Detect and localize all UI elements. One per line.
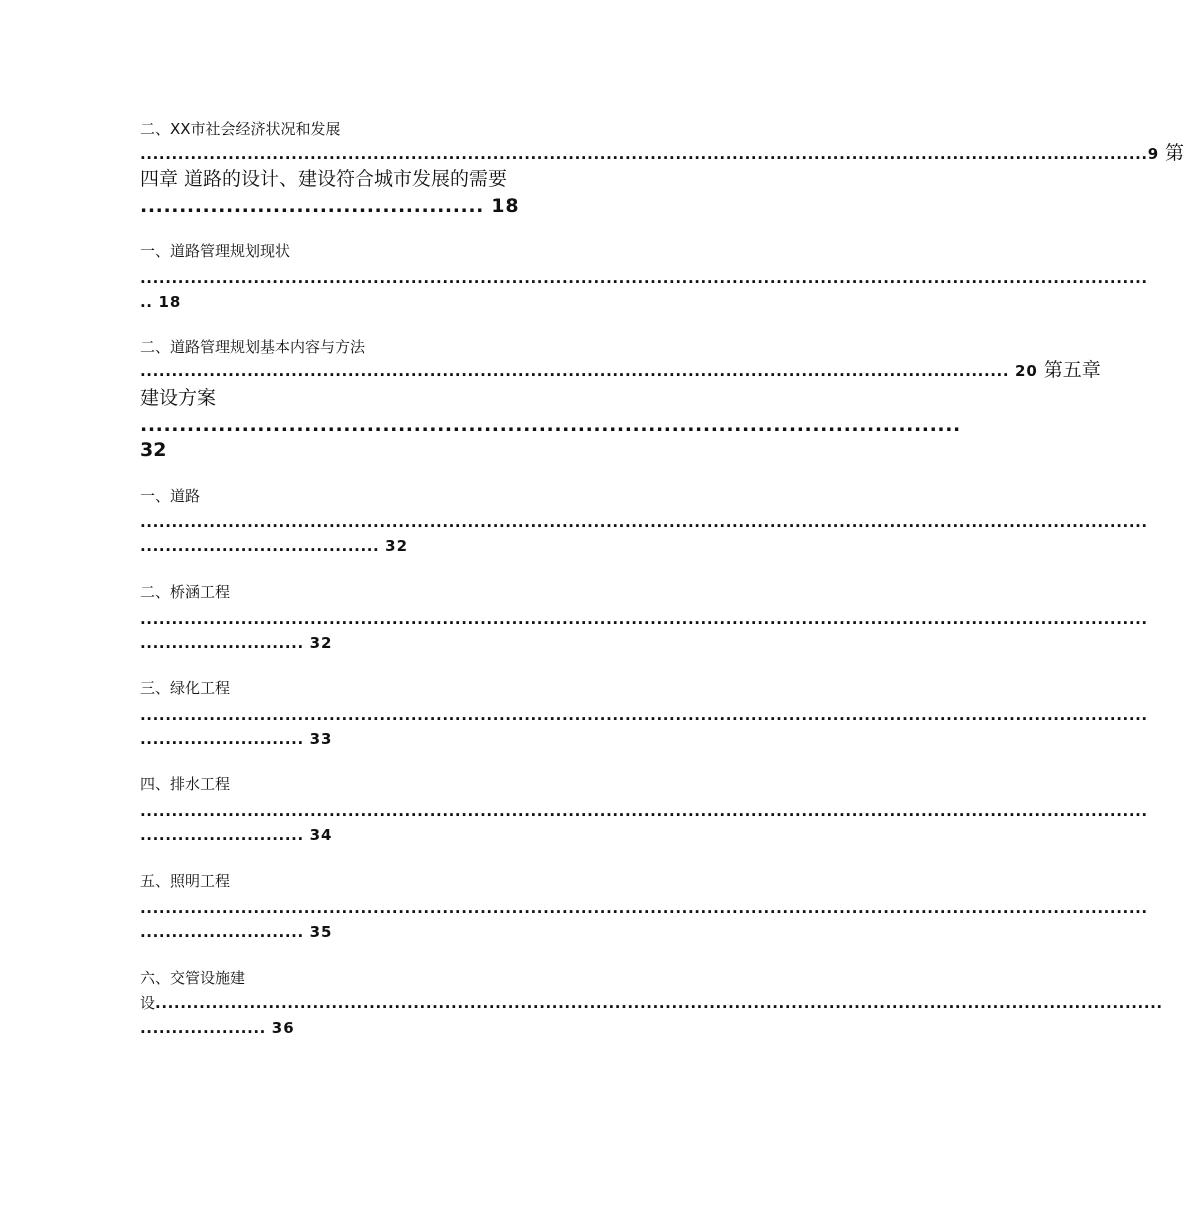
toc-page-number: 32	[140, 439, 167, 461]
toc-leader-line	[140, 633, 332, 653]
chapter-prefix: 第	[1164, 142, 1184, 164]
dot-leader: ................................................................................................................................................................	[140, 899, 1148, 917]
dot-leader: ....................	[140, 1019, 266, 1037]
toc-page-number: 18	[491, 195, 520, 217]
toc-leader-line	[140, 898, 1148, 918]
toc-entry-title: 二、XX市社会经济状况和发展	[140, 120, 341, 138]
dot-leader: ................................................................................................................................................................	[140, 610, 1148, 628]
toc-leader-line	[140, 292, 181, 312]
dot-leader: ................................................................................................................................................................	[155, 994, 1163, 1012]
toc-leader-line	[140, 801, 1148, 821]
toc-leader-line	[140, 536, 408, 556]
toc-entry-title: 四、排水工程	[140, 775, 231, 793]
toc-leader-line	[140, 412, 961, 438]
dot-leader: ............................................	[140, 195, 484, 217]
toc-page-number: 34	[309, 826, 333, 844]
toc-page-number: 20	[1014, 362, 1038, 380]
chapter-title: 四章 道路的设计、建设符合城市发展的需要	[140, 168, 508, 190]
toc-entry-title: 六、交管设施建	[140, 969, 246, 987]
toc-entry-title: 一、道路	[140, 487, 201, 505]
toc-leader-line	[140, 609, 1148, 629]
toc-page-number: 32	[309, 634, 333, 652]
dot-leader: ................................................................................................................................................................	[140, 145, 1148, 163]
chapter-title: 第五章	[1043, 359, 1101, 381]
dot-leader: ..	[140, 293, 153, 311]
dot-leader: ..........................	[140, 730, 304, 748]
toc-page-number: 18	[158, 293, 182, 311]
dot-leader: ..........................	[140, 634, 304, 652]
toc-leader-line	[140, 359, 1101, 381]
toc-entry-title-continued: 设	[140, 994, 156, 1012]
toc-leader-line	[140, 142, 1184, 164]
dot-leader: .........................................................................................................	[140, 414, 961, 436]
dot-leader: ................................................................................................................................................................	[140, 513, 1148, 531]
toc-leader-line	[140, 512, 1148, 532]
toc-entry-title: 二、道路管理规划基本内容与方法	[140, 338, 366, 356]
dot-leader: ................................................................................................................................................................	[140, 269, 1148, 287]
toc-leader-line	[140, 1018, 295, 1038]
toc-entry-title: 三、绿化工程	[140, 679, 231, 697]
toc-leader-line	[140, 729, 332, 749]
toc-page-number: 36	[271, 1019, 295, 1037]
toc-leader-line	[140, 922, 332, 942]
toc-page-number: 32	[385, 537, 409, 555]
toc-leader-line	[140, 268, 1148, 288]
toc-leader-line	[140, 705, 1148, 725]
toc-page-number: 35	[309, 923, 333, 941]
dot-leader: ..........................	[140, 923, 304, 941]
toc-page-number: 9	[1147, 145, 1160, 163]
chapter-title: 建设方案	[140, 387, 217, 409]
toc-entry-title: 五、照明工程	[140, 872, 231, 890]
dot-leader: ................................................................................................................................................................	[140, 802, 1148, 820]
toc-leader-line	[140, 993, 1163, 1013]
toc-leader-line	[140, 825, 332, 845]
dot-leader: ......................................	[140, 537, 380, 555]
dot-leader: ..........................................................................................................................................	[140, 362, 1010, 380]
toc-entry-title: 二、桥涵工程	[140, 583, 231, 601]
toc-page-number: 33	[309, 730, 333, 748]
toc-leader-line	[140, 193, 520, 219]
dot-leader: ..........................	[140, 826, 304, 844]
dot-leader: ................................................................................................................................................................	[140, 706, 1148, 724]
toc-entry-title: 一、道路管理规划现状	[140, 242, 291, 260]
